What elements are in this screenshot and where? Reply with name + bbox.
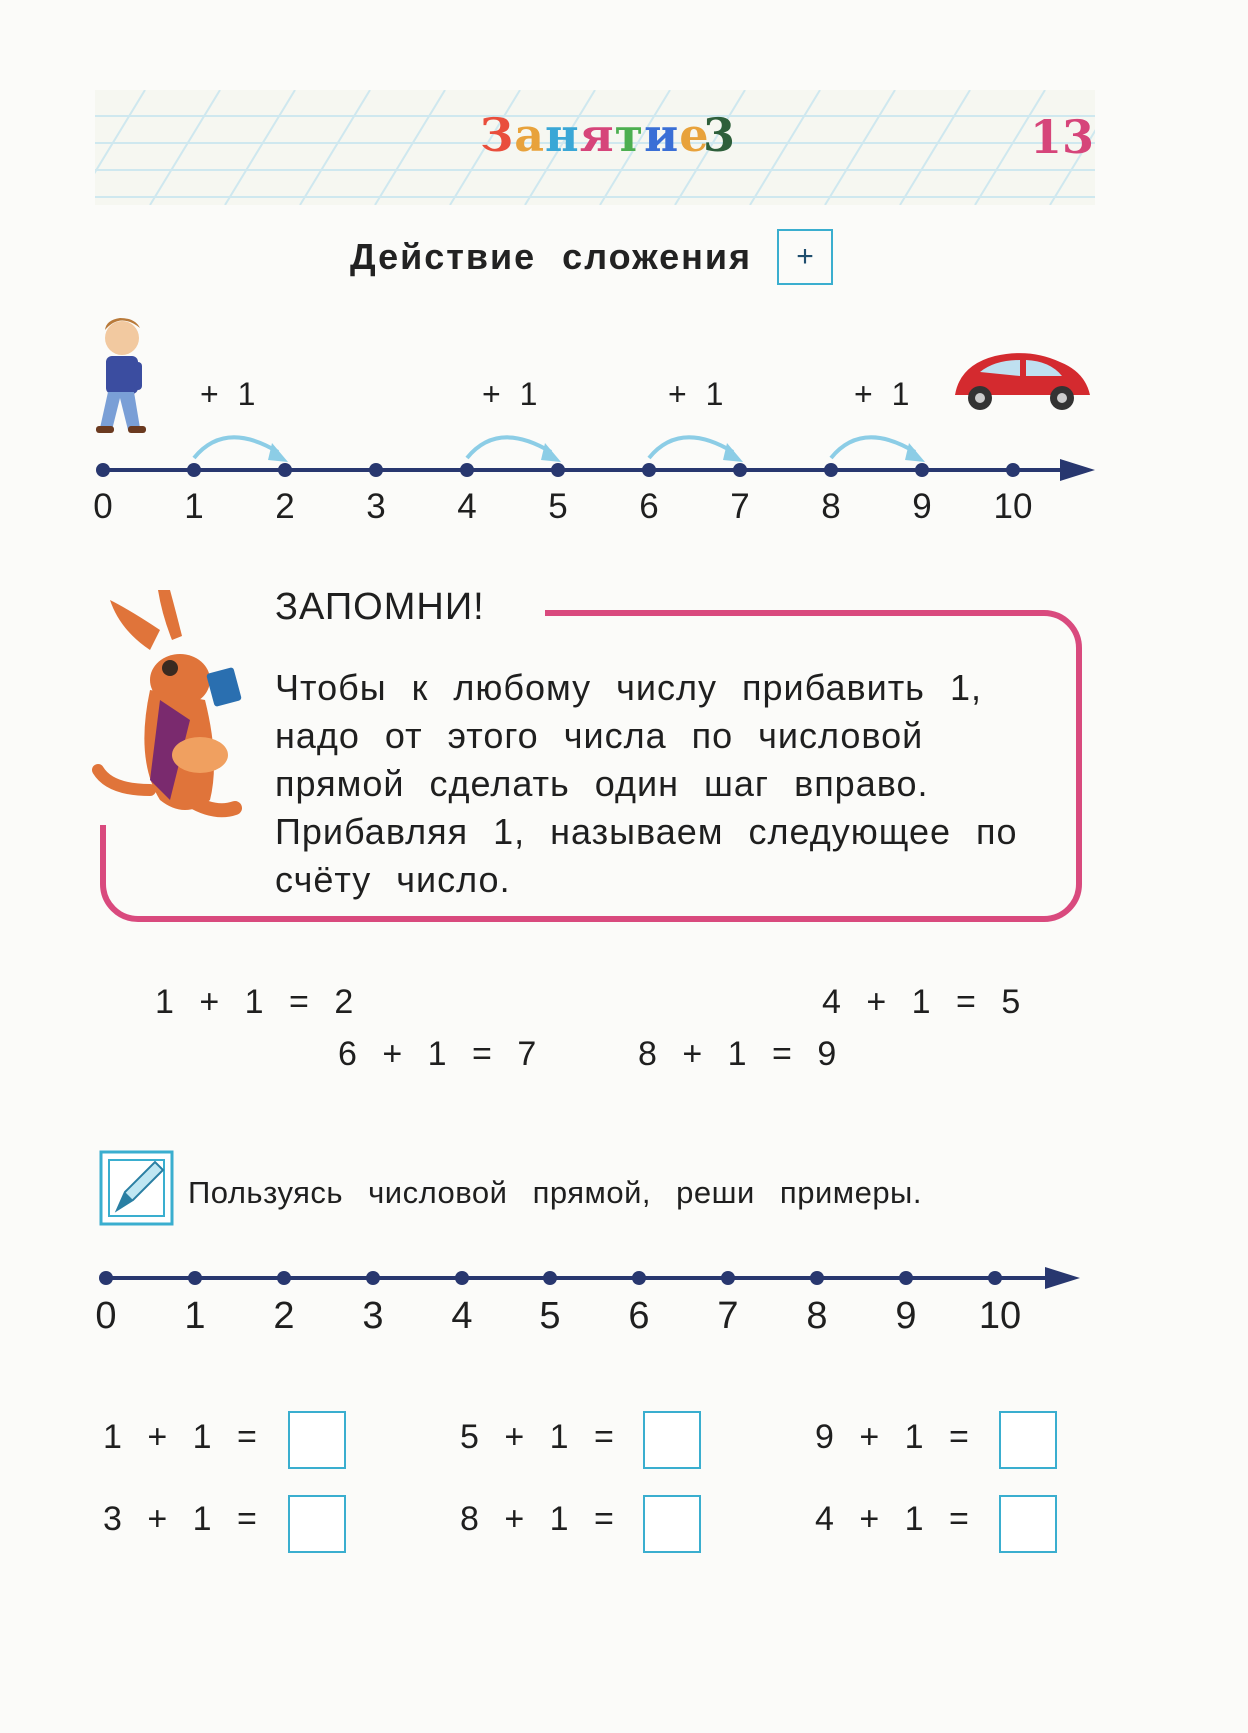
exercise-equation: 3 + 1 = [103,1500,257,1538]
example-equation: 1 + 1 = 2 [155,983,354,1021]
tick-label: 8 [821,487,841,526]
lesson-number: 3 [703,108,736,162]
tick-label: 1 [184,487,204,526]
lesson-letter: е [679,108,710,162]
tick-label: 0 [93,487,113,526]
tick-label: 2 [275,487,295,526]
tick-label: 9 [895,1295,917,1337]
tick-label: 6 [639,487,659,526]
step-label: + 1 [668,376,724,412]
example-equation: 4 + 1 = 5 [822,983,1021,1021]
tick-label: 7 [717,1295,739,1337]
page-number: 13 [1030,110,1095,164]
lesson-letter: а [514,108,545,162]
exercise-equation: 4 + 1 = [815,1500,969,1538]
tick-label: 10 [978,1295,1022,1337]
answer-box[interactable] [999,1495,1057,1553]
tick-label: 4 [457,487,477,526]
exercise-equation: 8 + 1 = [460,1500,614,1538]
step-label: + 1 [200,376,256,412]
remember-title: ЗАПОМНИ! [275,586,485,628]
tick-label: 2 [273,1295,295,1337]
tick-label: 10 [993,487,1033,526]
tick-label: 4 [451,1295,473,1337]
example-equation: 8 + 1 = 9 [638,1035,837,1073]
answer-box[interactable] [999,1411,1057,1469]
tick-label: 5 [539,1295,561,1337]
answer-box[interactable] [643,1411,701,1469]
tick-label: 3 [362,1295,384,1337]
lesson-letter: н [545,108,580,162]
tick-label: 5 [548,487,568,526]
task-instruction: Пользуясь числовой прямой, реши примеры. [188,1175,922,1210]
tick-label: 6 [628,1295,650,1337]
rule-text: Чтобы к любому числу прибавить 1, надо от этого числа по числовой прямой сделать один шаг вправо. Прибавляя 1, называем следующее по счёту число. [275,667,1018,900]
answer-box[interactable] [288,1411,346,1469]
answer-box[interactable] [288,1495,346,1553]
tick-label: 3 [366,487,386,526]
exercise-equation: 9 + 1 = [815,1418,969,1456]
exercise-equation: 1 + 1 = [103,1418,257,1456]
tick-label: 8 [806,1295,828,1337]
lesson-letter: т [614,108,645,162]
step-label: + 1 [854,376,910,412]
axis-arrow-icon [1045,1267,1080,1289]
tick-label: 0 [95,1295,117,1337]
tick-label: 1 [184,1295,206,1337]
exercise-equation: 5 + 1 = [460,1418,614,1456]
lesson-letter: и [644,108,680,162]
answer-box[interactable] [643,1495,701,1553]
step-label: + 1 [482,376,538,412]
plus-sign-box: + [777,229,833,285]
tick-label: 7 [730,487,750,526]
example-equation: 6 + 1 = 7 [338,1035,537,1073]
section-title: Действие сложения [350,236,753,277]
tick-label: 9 [912,487,932,526]
lesson-letter: З [480,108,515,162]
lesson-letter: я [579,108,615,162]
